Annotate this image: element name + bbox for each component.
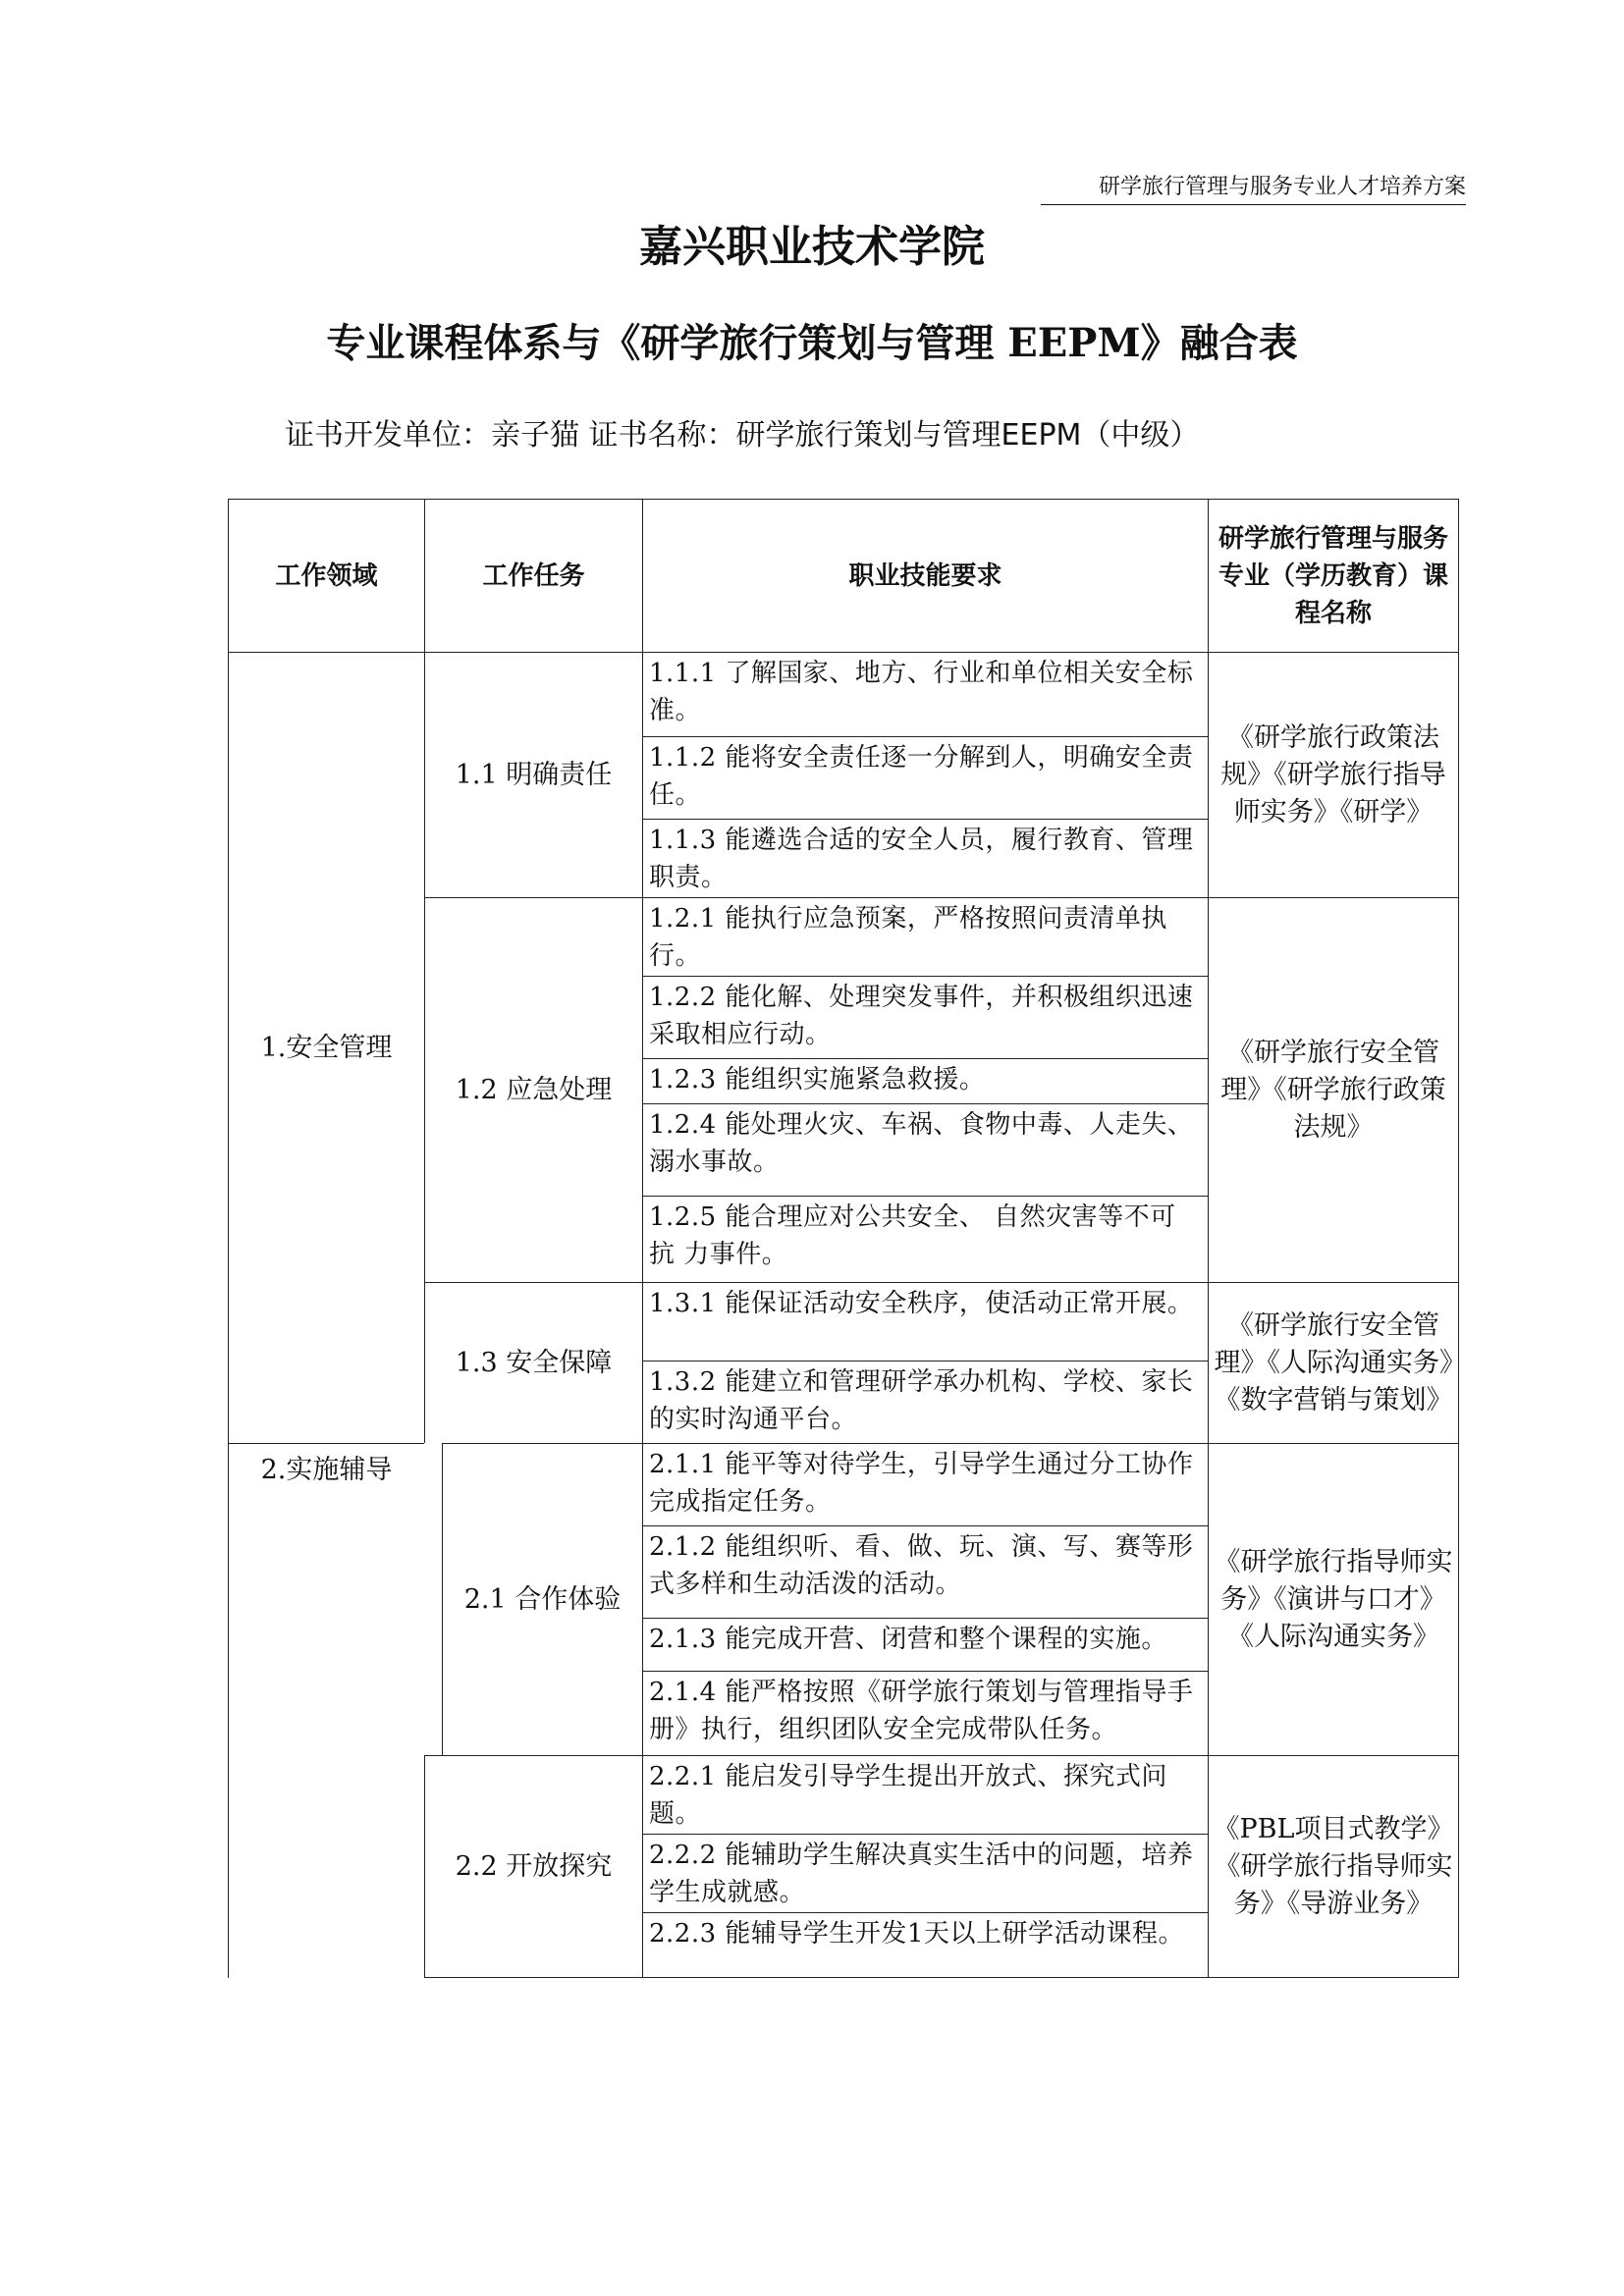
skill-1-2-3: 1.2.3 能组织实施紧急救援。: [642, 1058, 1208, 1103]
running-header: 研学旅行管理与服务专业人才培养方案: [1041, 175, 1466, 205]
course-2-2: 《PBL项目式教学》《研学旅行指导师实务》《导游业务》: [1208, 1755, 1459, 1978]
task-1-3: 1.3 安全保障: [424, 1282, 642, 1443]
skill-1-3-1: 1.3.1 能保证活动安全秩序，使活动正常开展。: [642, 1282, 1208, 1361]
header-domain: 工作领域: [228, 499, 424, 652]
domain-safety-management: 1.安全管理: [228, 652, 424, 1443]
skill-2-1-4: 2.1.4 能严格按照《研学旅行策划与管理指导手 册》执行，组织团队安全完成带队任务。: [642, 1671, 1208, 1755]
college-name: 嘉兴职业技术学院: [639, 222, 985, 272]
skill-1-2-4: 1.2.4 能处理火灾、车祸、食物中毒、人走失、 溺水事故。: [642, 1103, 1208, 1196]
skill-1-1-3: 1.1.3 能遴选合适的安全人员，履行教育、管理职责。: [642, 819, 1208, 897]
skill-2-2-3: 2.2.3 能辅导学生开发1天以上研学活动课程。: [642, 1912, 1208, 1978]
course-2-1: 《研学旅行指导师实务》《演讲与口才》《人际沟通实务》: [1208, 1443, 1459, 1755]
header-course: 研学旅行管理与服务专业（学历教育）课程名称: [1208, 499, 1459, 652]
document-title: 专业课程体系与《研学旅行策划与管理 EEPM》融合表: [326, 320, 1298, 366]
course-1-1: 《研学旅行政策法规》《研学旅行指导师实务》《研学》: [1208, 652, 1459, 897]
task-2-1: 2.1 合作体验: [442, 1443, 642, 1755]
skill-2-2-2: 2.2.2 能辅助学生解决真实生活中的问题，培养 学生成就感。: [642, 1834, 1208, 1912]
course-1-2: 《研学旅行安全管理》《研学旅行政策法规》: [1208, 897, 1459, 1282]
skill-2-1-3: 2.1.3 能完成开营、闭营和整个课程的实施。: [642, 1618, 1208, 1671]
header-task: 工作任务: [424, 499, 642, 652]
course-1-3: 《研学旅行安全管理》《人际沟通实务》《数字营销与策划》: [1208, 1282, 1459, 1443]
skill-1-2-2: 1.2.2 能化解、处理突发事件，并积极组织迅速 采取相应行动。: [642, 976, 1208, 1058]
header-skill: 职业技能要求: [642, 499, 1208, 652]
task-2-2: 2.2 开放探究: [424, 1755, 642, 1978]
skill-1-2-1: 1.2.1 能执行应急预案，严格按照问责清单执行。: [642, 897, 1208, 976]
skill-1-1-2: 1.1.2 能将安全责任逐一分解到人，明确安全责 任。: [642, 736, 1208, 819]
task-1-2: 1.2 应急处理: [424, 897, 642, 1282]
domain-implementation-guidance: 2.实施辅导: [228, 1443, 424, 1978]
skill-1-1-1: 1.1.1 了解国家、地方、行业和单位相关安全标 准。: [642, 652, 1208, 736]
skill-1-3-2: 1.3.2 能建立和管理研学承办机构、学校、家长 的实时沟通平台。: [642, 1361, 1208, 1443]
task-1-1: 1.1 明确责任: [424, 652, 642, 897]
skill-2-1-2: 2.1.2 能组织听、看、做、玩、演、写、赛等形 式多样和生动活泼的活动。: [642, 1525, 1208, 1618]
skill-2-2-1: 2.2.1 能启发引导学生提出开放式、探究式问题。: [642, 1755, 1208, 1834]
skill-1-2-5: 1.2.5 能合理应对公共安全、 自然灾害等不可抗 力事件。: [642, 1196, 1208, 1282]
skill-2-1-1: 2.1.1 能平等对待学生，引导学生通过分工协作 完成指定任务。: [642, 1443, 1208, 1525]
certificate-info: 证书开发单位：亲子猫 证书名称：研学旅行策划与管理EEPM（中级）: [285, 418, 1200, 453]
